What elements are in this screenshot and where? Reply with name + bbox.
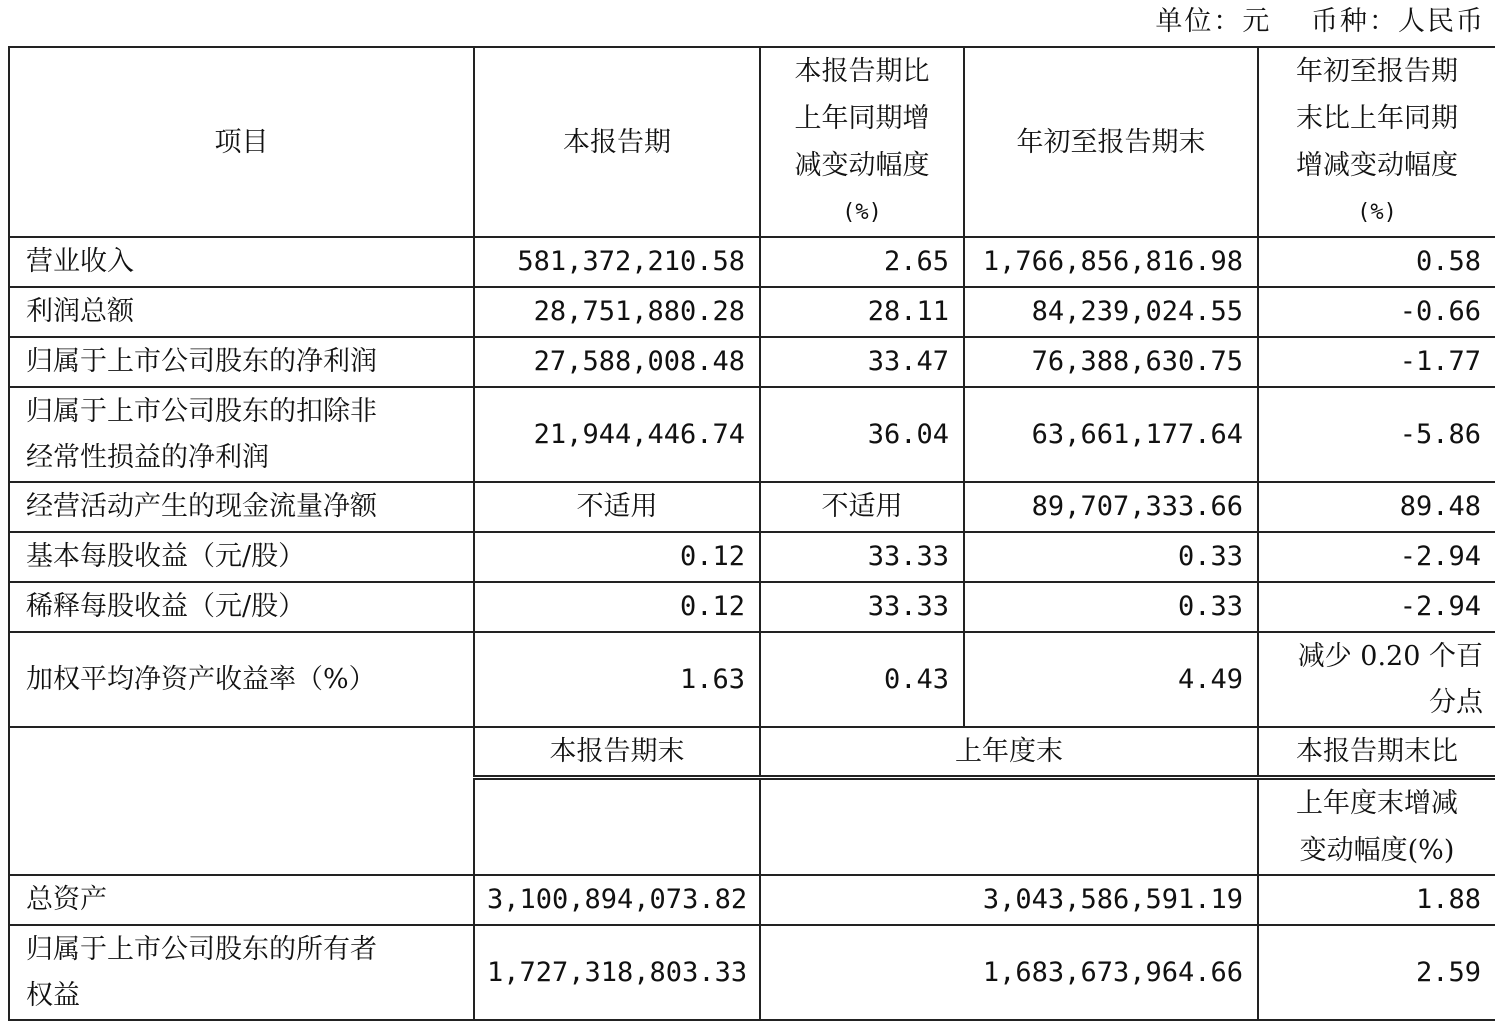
cell-current-period: 1.63 <box>474 632 760 727</box>
header-current-change: 本报告期比 上年同期增 减变动幅度 (%) <box>760 47 964 237</box>
header-period-end-change-rest: 上年度末增减 变动幅度(%) <box>1258 778 1495 876</box>
header2-blank <box>9 727 474 875</box>
cell-current-change: 28.11 <box>760 287 964 337</box>
cell-ytd: 89,707,333.66 <box>964 482 1258 532</box>
header-ytd: 年初至报告期末 <box>964 47 1258 237</box>
row-item-label: 归属于上市公司股东的净利润 <box>9 337 474 387</box>
table-row <box>9 482 1495 532</box>
header-period-end: 本报告期末 <box>474 727 760 778</box>
cell-ytd-change: -0.66 <box>1258 287 1495 337</box>
cell-ytd-change: -5.86 <box>1258 387 1495 482</box>
header-ytd-change: 年初至报告期 末比上年同期 增减变动幅度 (%) <box>1258 47 1495 237</box>
row-item-label: 归属于上市公司股东的所有者 权益 <box>9 925 474 1020</box>
balance-header-row <box>9 727 1495 778</box>
cell-current-period: 0.12 <box>474 582 760 632</box>
cell-current-period: 21,944,446.74 <box>474 387 760 482</box>
header2-blank-period-end <box>474 778 760 876</box>
cell-current-period: 581,372,210.58 <box>474 237 760 287</box>
cell-ytd: 84,239,024.55 <box>964 287 1258 337</box>
cell-ytd: 0.33 <box>964 582 1258 632</box>
cell-ytd: 1,766,856,816.98 <box>964 237 1258 287</box>
cell-current-period: 0.12 <box>474 532 760 582</box>
table-header-row <box>9 47 1495 237</box>
table-row <box>9 582 1495 632</box>
cell-ytd: 0.33 <box>964 532 1258 582</box>
row-item-label: 经营活动产生的现金流量净额 <box>9 482 474 532</box>
row-item-label: 归属于上市公司股东的扣除非 经常性损益的净利润 <box>9 387 474 482</box>
cell-current-change: 0.43 <box>760 632 964 727</box>
header-item: 项目 <box>9 47 474 237</box>
cell-period-end: 3,100,894,073.82 <box>474 875 760 925</box>
cell-current-change: 33.33 <box>760 582 964 632</box>
cell-current-change: 36.04 <box>760 387 964 482</box>
cell-change: 1.88 <box>1258 875 1495 925</box>
table-row <box>9 337 1495 387</box>
cell-ytd-change: -2.94 <box>1258 582 1495 632</box>
cell-current-change: 不适用 <box>760 482 964 532</box>
header-period-end-change-line1: 本报告期末比 <box>1258 727 1495 778</box>
cell-current-period: 28,751,880.28 <box>474 287 760 337</box>
cell-ytd-change: 0.58 <box>1258 237 1495 287</box>
cell-last-year-end: 3,043,586,591.19 <box>760 875 1258 925</box>
row-item-label: 加权平均净资产收益率（%） <box>9 632 474 727</box>
row-item-label: 总资产 <box>9 875 474 925</box>
cell-current-period: 27,588,008.48 <box>474 337 760 387</box>
header-last-year-end: 上年度末 <box>760 727 1258 778</box>
cell-ytd-change: 89.48 <box>1258 482 1495 532</box>
row-item-label: 营业收入 <box>9 237 474 287</box>
unit-currency-label: 单位：元 币种：人民币 <box>1155 6 1485 37</box>
header2-blank-last-year <box>760 778 1258 876</box>
cell-current-change: 33.47 <box>760 337 964 387</box>
cell-ytd-change: -2.94 <box>1258 532 1495 582</box>
cell-ytd: 63,661,177.64 <box>964 387 1258 482</box>
table-row <box>9 237 1495 287</box>
financial-data-table <box>8 46 1495 1021</box>
cell-current-period: 不适用 <box>474 482 760 532</box>
cell-current-change: 33.33 <box>760 532 964 582</box>
cell-period-end: 1,727,318,803.33 <box>474 925 760 1020</box>
table-row <box>9 632 1495 727</box>
table-row <box>9 532 1495 582</box>
table-row <box>9 387 1495 482</box>
cell-ytd-change: 减少 0.20 个百 分点 <box>1258 632 1495 727</box>
cell-ytd-change: -1.77 <box>1258 337 1495 387</box>
cell-last-year-end: 1,683,673,964.66 <box>760 925 1258 1020</box>
row-item-label: 利润总额 <box>9 287 474 337</box>
cell-current-change: 2.65 <box>760 237 964 287</box>
table-row <box>9 875 1495 925</box>
cell-change: 2.59 <box>1258 925 1495 1020</box>
table-row <box>9 287 1495 337</box>
row-item-label: 基本每股收益（元/股） <box>9 532 474 582</box>
header-current-period: 本报告期 <box>474 47 760 237</box>
cell-ytd: 4.49 <box>964 632 1258 727</box>
row-item-label: 稀释每股收益（元/股） <box>9 582 474 632</box>
cell-ytd: 76,388,630.75 <box>964 337 1258 387</box>
